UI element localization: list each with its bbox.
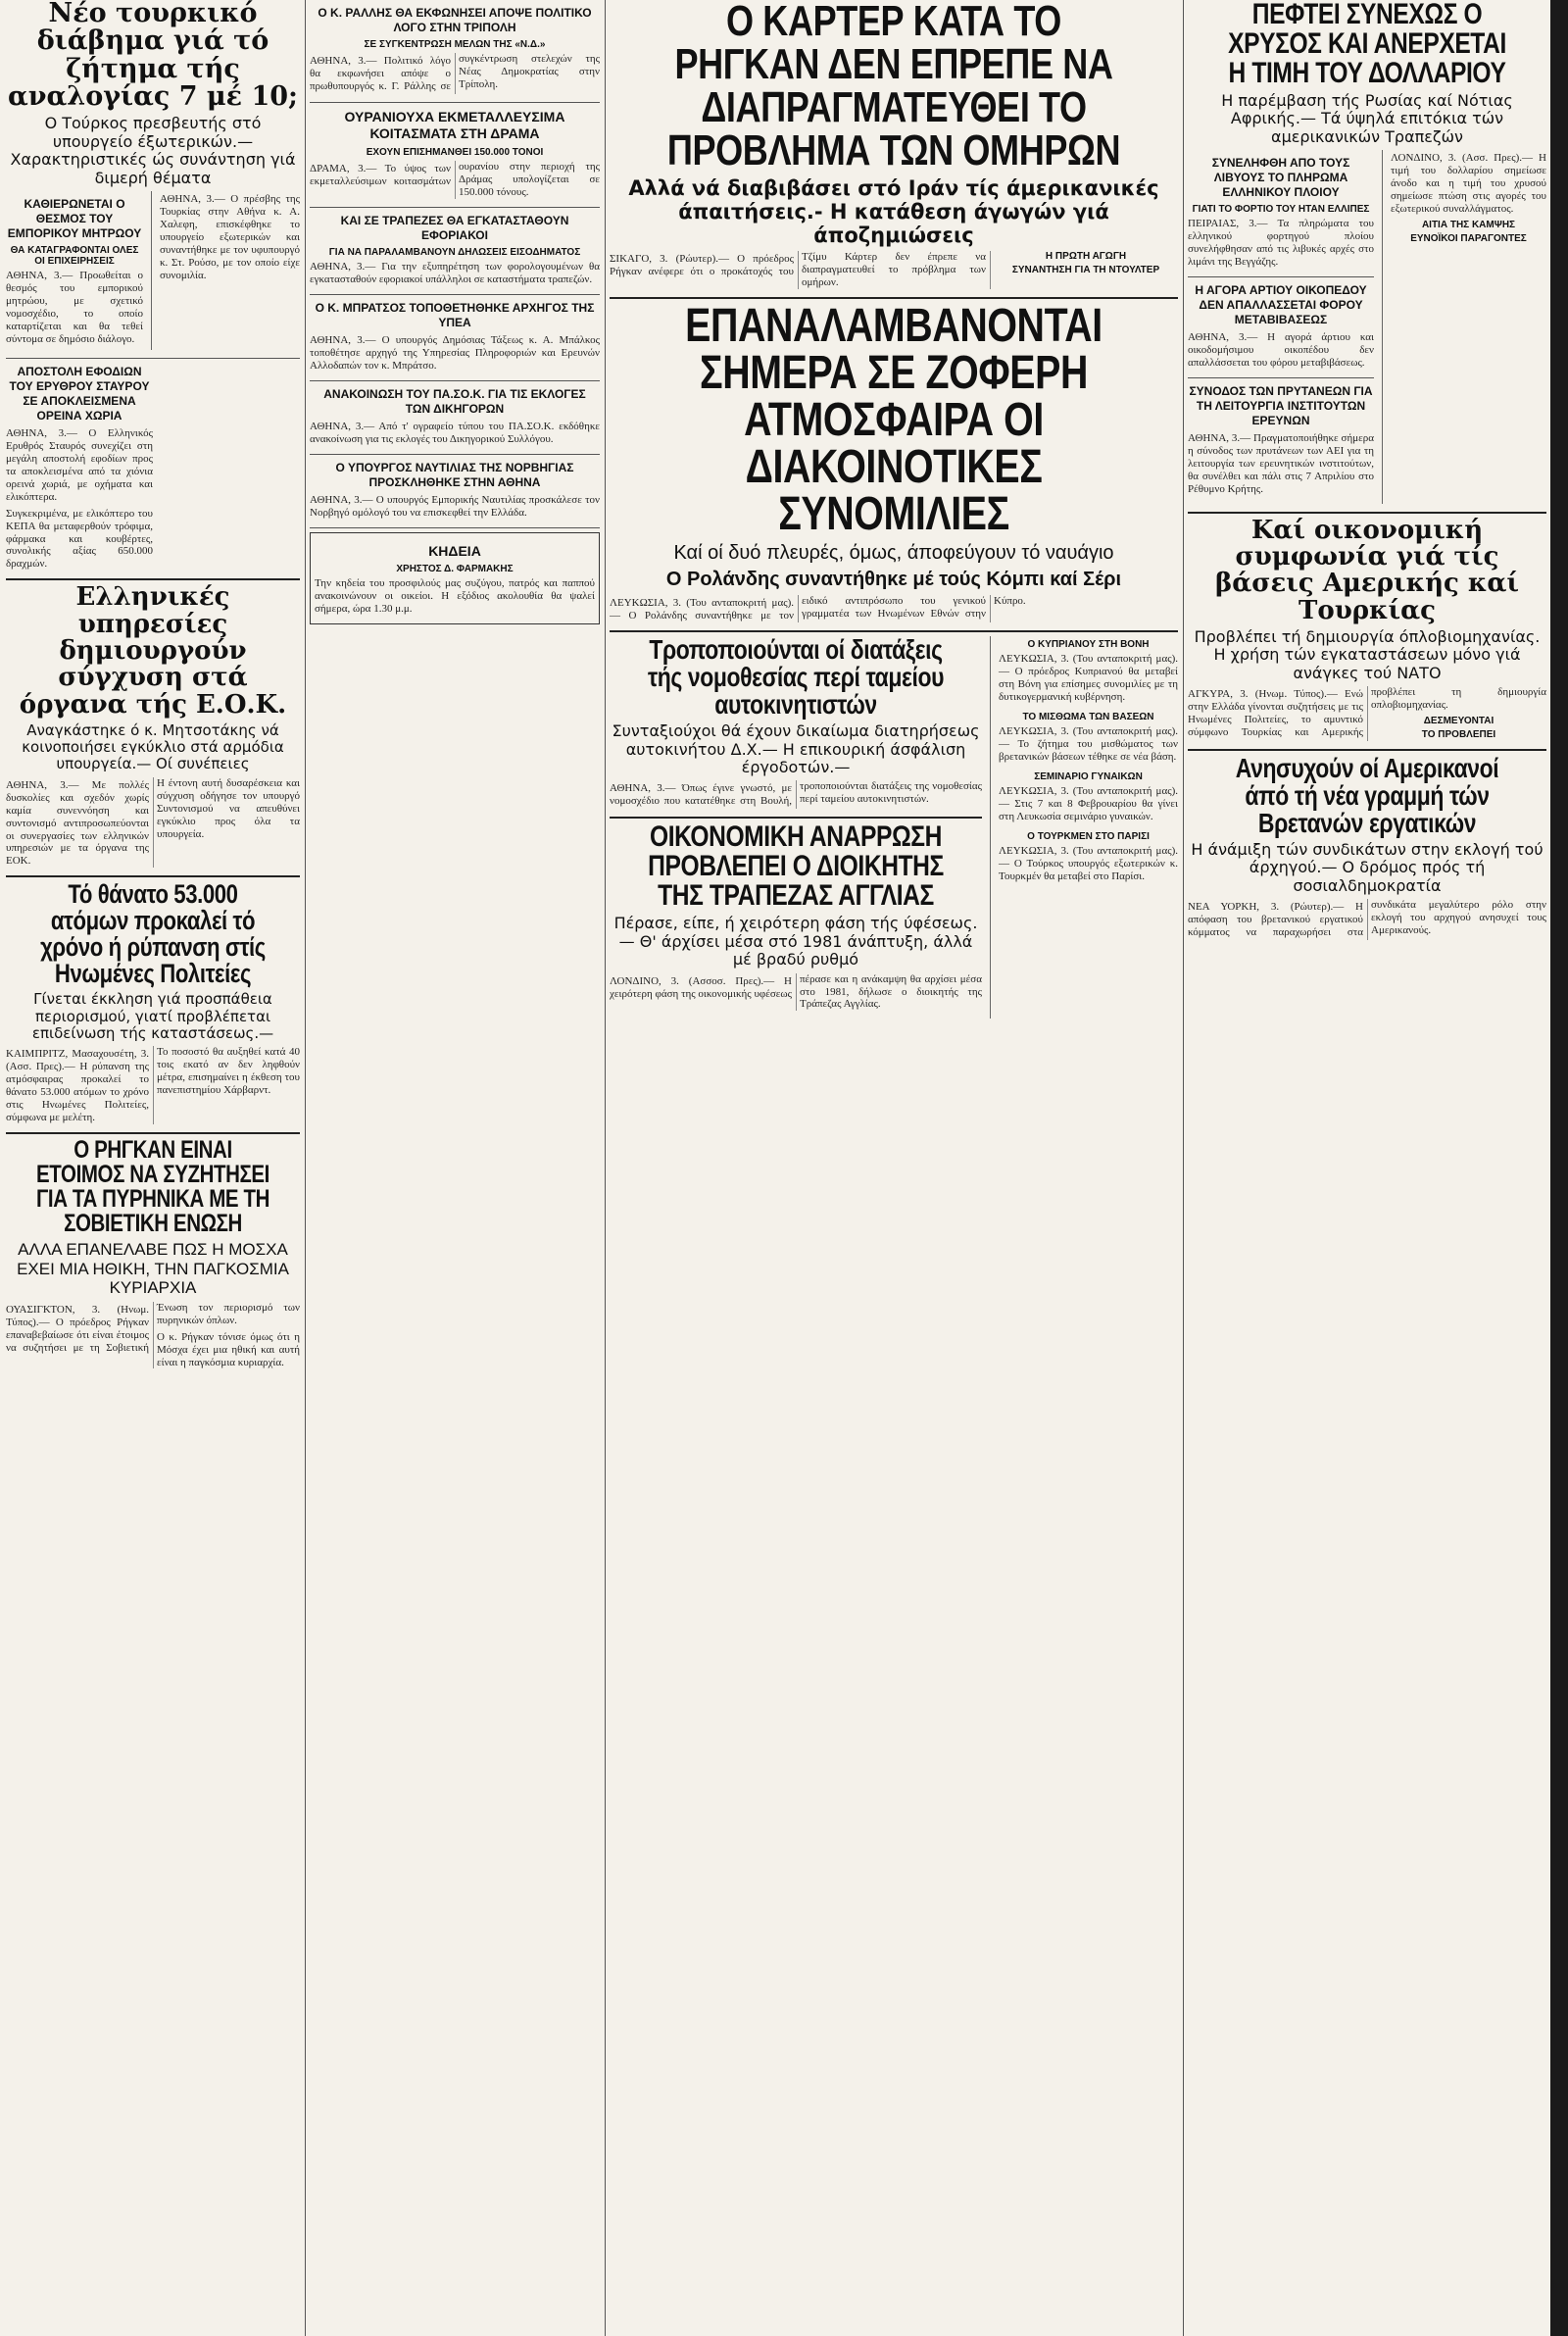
pollution-headline: Τό θάνατο 53.000 ατόμων προκαλεί τό χρόνο ή ρύπανση στίς Ηνωμένες Πολιτείες (40, 879, 266, 989)
turkish-note-story (6, 0, 300, 350)
reagan-nuclear-body: Ο κ. Ρήγκαν τόνισε όμως ότι η Μόσχα έχει μια ηθική και αυτή είναι η παγκόσμια κυριαρχία. (157, 1330, 300, 1368)
registry-body: ΑΘΗΝΑ, 3.— Προωθείται ο θεσμός του εμπορικού μητρώου, με σχετικό νομοσχέδιο, το οποίο καταρτίζεται και θα τεθεί σύντομα σε δημόσιο διάλογο. (6, 269, 143, 345)
britain-economy-story (610, 822, 982, 1011)
column-3 (610, 0, 1178, 2336)
britain-economy-subhead: Πέρασε, είπε, ή χειρότερη φάση τής ύφέσεως.— Θ' άρχίσει μέσα στό 1981 άνάπτυξη, άλλά μέ βραδύ ρυθμό (613, 914, 978, 969)
tax-subhead: Συνταξιούχοι θά έχουν δικαίωμα διατηρήσεως αυτοκινήτου Δ.Χ.— Η επικουρική άσφάλιση έργοδοτών.— (612, 721, 980, 777)
bases-rent-kicker: ΤΟ ΜΙΣΘΩΜΑ ΤΩΝ ΒΑΣΕΩΝ (1022, 712, 1154, 723)
banks-story (310, 214, 600, 286)
britain-economy-headline: ΟΙΚΟΝΟΜΙΚΗ ΑΝΑΡΡΩΣΗ ΠΡΟΒΛΕΠΕΙ Ο ΔΙΟΙΚΗΤΗΣ ΤΗΣ ΤΡΑΠΕΖΑΣ ΑΓΓΛΙΑΣ (648, 820, 944, 913)
cyprus-talks-headline: ΕΠΑΝΑΛΑΜΒΑΝΟΝΤΑΙ ΣΗΜΕΡΑ ΣΕ ΖΟΦΕΡΗ ΑΤΜΟΣΦΑΙΡΑ ΟΙ ΔΙΑΚΟΙΝΟΤΙΚΕΣ ΣΥΝΟΜΙΛΙΕΣ (685, 300, 1102, 541)
pollution-body: Το ποσοστό θα αυξηθεί κατά 40 τοις εκατό αν δεν ληφθούν μέτρα, επισημαίνει η έκθεση του πανεπιστημίου Χάρβαρντ. (157, 1046, 300, 1097)
bases-rent-dateline: ΛΕΥΚΩΣΙΑ, 3. (Του ανταποκριτή μας).— Το ζήτημα του μισθώματος των βρετανικών βάσεων τέθηκε σε νέα βάση. (999, 725, 1178, 764)
banks-sub: ΓΙΑ ΝΑ ΠΑΡΑΛΑΜΒΑΝΟΥΝ ΔΗΛΩΣΕΙΣ ΕΙΣΟΔΗΜΑΤΟΣ (328, 246, 581, 258)
rallis-story (310, 6, 600, 94)
turkmen-paris-kicker: Ο ΤΟΥΡΚΜΕΝ ΣΤΟ ΠΑΡΙΣΙ (1027, 830, 1150, 842)
cyprus-talks-story (610, 300, 1178, 622)
pollution-subhead: Γίνεται έκκληση γιά προσπάθεια περιορισμού, γιατί προβλέπεται επιδείνωση τής καταστάσεως.— (31, 990, 274, 1042)
column-divider-2 (605, 0, 606, 2336)
red-cross-body: Συγκεκριμένα, με ελικόπτερο του ΚΕΠΑ θα μεταφερθούν τρόφιμα, φάρμακα και κουβέρτες, συνολικής αξίας 650.000 δραχμών. (6, 507, 153, 571)
land-tax-story (1188, 283, 1374, 370)
pollution-story (6, 881, 300, 1124)
norway-dateline: ΑΘΗΝΑ, 3.— Ο υπουργός Εμπορικής Ναυτιλίας προσκάλεσε τον Νορβηγό ομόλογό του να επισκεφθεί την Ελλάδα. (310, 493, 600, 519)
libya-dateline: ΠΕΙΡΑΙΑΣ, 3.— Τα πληρώματα του ελληνικού φορτηγού πλοίου συνελήφθησαν από τις λιβυκές αρχές στο λιμάνι της Βεγγάζης. (1188, 218, 1374, 269)
turkish-note-headline: Νέο τουρκικό διάβημα γιά τό ζήτημα τής αναλογίας 7 μέ 10; (7, 0, 299, 113)
reagan-nuclear-story (6, 1135, 300, 1368)
bases-turkey-subhead: Προβλέπει τή δημιουργία όπλοβιομηχανίας. Η χρήση τών εγκαταστάσεων μόνο γιά ανάγκες τού ΝΑΤΟ (1194, 626, 1541, 682)
pasok-kicker: ΑΝΑΚΟΙΝΩΣΗ ΤΟΥ ΠΑ.ΣΟ.Κ. ΓΙΑ ΤΙΣ ΕΚΛΟΓΕΣ ΤΩΝ ΔΙΚΗΓΟΡΩΝ (323, 386, 586, 416)
unions-story (1188, 755, 1546, 940)
norway-kicker: Ο ΥΠΟΥΡΓΟΣ ΝΑΥΤΙΛΙΑΣ ΤΗΣ ΝΟΡΒΗΓΙΑΣ ΠΡΟΣΚΛΗΘΗΚΕ ΣΤΗΝ ΑΘΗΝΑ (335, 460, 574, 489)
uranium-story (310, 109, 600, 199)
uranium-dateline: ΔΡΑΜΑ, 3.— Το ύψος των εκμεταλλεύσιμων κοιτασμάτων ουρανίου στην περιοχή της Δράμας υπολογίζεται σε 150.000 τόνους. (310, 160, 600, 198)
registry-sub: ΘΑ ΚΑΤΑΓΡΑΦΟΝΤΑΙ ΟΛΕΣ ΟΙ ΕΠΙΧΕΙΡΗΣΕΙΣ (10, 244, 139, 267)
pasok-story (310, 387, 600, 446)
eec-headline: Ελληνικές υπηρεσίες δημιουργούν σύγχυση στά όργανα τής Ε.Ο.Κ. (19, 582, 287, 720)
turkmen-paris-story (999, 831, 1178, 883)
gold-subhead: Η παρέμβαση τής Ρωσίας καί Νότιας Αφρικής.— Τά ύψηλά επιτόκια τών αμερικανικών Τραπεζών (1221, 91, 1513, 146)
unions-headline: Ανησυχούν οί Αμερικανοί άπό τή νέα γραμμή τών Βρετανών εργατικών (1235, 753, 1499, 839)
libya-sub: ΓΙΑΤΙ ΤΟ ΦΟΡΤΙΟ ΤΟΥ ΗΤΑΝ ΕΛΛΙΠΕΣ (1192, 204, 1370, 216)
women-seminar-story (999, 771, 1178, 823)
tax-dateline: ΑΘΗΝΑ, 3.— Όπως έγινε γνωστό, με νομοσχέδιο που κατατέθηκε στη Βουλή, τροποποιούνται διατάξεις της νομοθεσίας περί ταμείου αυτοκινητιστών. (610, 780, 982, 808)
column-divider-1 (305, 0, 306, 2336)
funeral-body: Την κηδεία του προσφιλούς μας συζύγου, πατρός και παππού ανακοινώνουν οι οικείοι. Η εξόδιος ακολουθία θα ψαλεί σήμερα, ώρα 1.30 μ.μ. (315, 577, 595, 615)
rallis-kicker: Ο Κ. ΡΑΛΛΗΣ ΘΑ ΕΚΦΩΝΗΣΕΙ ΑΠΟΨΕ ΠΟΛΙΤΙΚΟ ΛΟΓΟ ΣΤΗΝ ΤΡΙΠΟΛΗ (318, 6, 592, 34)
eec-story (6, 584, 300, 868)
funeral-name: ΧΡΗΣΤΟΣ Δ. ΦΑΡΜΑΚΗΣ (396, 564, 514, 575)
rallis-dateline: ΑΘΗΝΑ, 3.— Πολιτικό λόγο θα εκφωνήσει απόψε ο πρωθυπουργός κ. Γ. Ράλλης σε συγκέντρωση στελεχών της Νέας Δημοκρατίας στην Τρίπολη. (310, 53, 600, 92)
norway-story (310, 461, 600, 520)
bases-turkey-headline: Καί οικονομική συμφωνία γιά τίς βάσεις Αμερικής καί Τουρκίας (1215, 515, 1519, 625)
bratsos-story (310, 301, 600, 373)
bases-turkey-section-1: ΔΕΣΜΕΥΟΝΤΑΙ (1423, 716, 1494, 727)
gold-headline: ΠΕΦΤΕΙ ΣΥΝΕΧΩΣ Ο ΧΡΥΣΟΣ ΚΑΙ ΑΝΕΡΧΕΤΑΙ Η ΤΙΜΗ ΤΟΥ ΔΟΛΛΑΡΙΟΥ (1228, 0, 1506, 89)
rectors-story (1188, 384, 1374, 496)
column-divider-3 (1183, 0, 1184, 2336)
eec-dateline: ΑΘΗΝΑ, 3.— Με πολλές δυσκολίες και σχεδόν χωρίς καμία συνεννόηση και συντονισμό αντιπροσωπεύονται οι συνεργασίες των ελληνικών υπηρεσιών με τα όργανα της ΕΟΚ. (6, 778, 149, 868)
libya-kicker: ΣΥΝΕΛΗΦΘΗ ΑΠΟ ΤΟΥΣ ΛΙΒΥΟΥΣ ΤΟ ΠΛΗΡΩΜΑ ΕΛΛΗΝΙΚΟΥ ΠΛΟΙΟΥ (1211, 156, 1350, 200)
tax-story (610, 636, 982, 809)
turkish-note-body: ΑΘΗΝΑ, 3.— Ο πρέσβης της Τουρκίας στην Αθήνα κ. Α. Χαλεφη, επισκέφθηκε το υπουργείο εξωτερικών και συναντήθηκε με τον υφυπουργό κ. Στ. Ρούσο, με τον οποίο είχε συνομιλία. (160, 192, 300, 281)
uranium-sub: ΕΧΟΥΝ ΕΠΙΣΗΜΑΝΘΕΙ 150.000 ΤΟΝΟΙ (366, 146, 544, 158)
turkish-note-subhead: Ο Τούρκος πρεσβευτής στό υπουργείο έξωτερικών.— Χαρακτηριστικές ώς συνάντηση γιά διμερή θέματα (10, 114, 296, 187)
reagan-nuclear-dateline: ΟΥΑΣΙΓΚΤΟΝ, 3. (Ηνωμ. Τύπος).— Ο πρόεδρος Ρήγκαν επαναβεβαίωσε ότι είναι έτοιμος να συζητήσει με τη Σοβιετική Ένωση τον περιορισμό των πυρηνικών όπλων. (6, 1301, 300, 1354)
turkmen-paris-dateline: ΛΕΥΚΩΣΙΑ, 3. (Του ανταποκριτή μας).— Ο Τούρκος υπουργός εξωτερικών κ. Τουρκμέν θα μεταβεί στο Παρίσι. (999, 844, 1178, 882)
gold-dateline: ΛΟΝΔΙΝΟ, 3. (Ασσ. Πρες).— Η τιμή του δολλαρίου σημείωσε άνοδο και η τιμή του χρυσού σημείωσε πτώση στις αγορές του εξωτερικού συναλλάγματος. (1391, 152, 1546, 216)
registry-kicker: ΚΑΘΙΕΡΩΝΕΤΑΙ Ο ΘΕΣΜΟΣ ΤΟΥ ΕΜΠΟΡΙΚΟΥ ΜΗΤΡΩΟΥ (7, 196, 142, 240)
cyprus-talks-subhead-2: Ο Ρολάνδης συναντήθηκε μέ τούς Κόμπι καί Σέρι (665, 569, 1122, 591)
banks-dateline: ΑΘΗΝΑ, 3.— Για την εξυπηρέτηση των φορολογουμένων θα εγκατασταθούν εφοριακοί υπάλληλοι σε καταστήματα τραπεζών. (310, 260, 600, 285)
women-seminar-dateline: ΛΕΥΚΩΣΙΑ, 3. (Του ανταποκριτή μας).— Στις 7 και 8 Φεβρουαρίου θα γίνει στη Λευκωσία σεμινάριο γυναικών. (999, 785, 1178, 822)
carter-dateline: ΣΙΚΑΓΟ, 3. (Ρώυτερ).— Ο πρόεδρος Ρήγκαν ανέφερε ότι ο προκάτοχός του Τζίμυ Κάρτερ δεν έπρεπε να διαπραγματευθεί το πρόβλημα των ομήρων. (610, 251, 986, 289)
unions-subhead: Η άνάμιξη τών συνδικάτων στην εκλογή τού άρχηγού.— Ο δρόμος πρός τή σοσιαλδημοκρατία (1191, 840, 1544, 895)
carter-subhead: Αλλά νά διαβιβάσει στό Ιράν τίς άμερικανικές άπαιτήσεις.- Η κατάθεση άγωγών γιά άποζημιώσεις (628, 176, 1159, 248)
red-cross-story (6, 365, 153, 572)
carter-section-dulter: ΣΥΝΑΝΤΗΣΗ ΓΙΑ ΤΗ ΝΤΟΥΛΤΕΡ (1011, 265, 1160, 276)
gold-story (1188, 0, 1546, 504)
column-4 (1188, 0, 1546, 2336)
kyprianou-dateline: ΛΕΥΚΩΣΙΑ, 3. (Του ανταποκριτή μας).— Ο πρόεδρος Κυπριανού θα μεταβεί στη Βόνη για επίσημες συνομιλίες με τη δυτικογερμανική κυβέρνηση. (999, 653, 1178, 704)
cyprus-talks-subhead-1: Καί οί δυό πλευρές, όμως, άποφεύγουν τό ναυάγιο (673, 542, 1114, 565)
eec-subhead: Αναγκάστηκε ό κ. Μητσοτάκης νά κοινοποιήσει εγκύκλιο στά αρμόδια υπουργεία.— Οί συνέπειες (22, 721, 284, 773)
libya-story (1188, 156, 1374, 269)
britain-economy-dateline: ΛΟΝΔΙΝΟ, 3. (Ασσοσ. Πρες).— Η χειρότερη φάση της οικονομικής υφέσεως πέρασε και η ανάκαμψη θα αρχίσει μέσα στο 1981, δήλωσε ο διοικητής της Τράπεζας Αγγλίας. (610, 972, 982, 1011)
red-cross-kicker: ΑΠΟΣΤΟΛΗ ΕΦΟΔΙΩΝ ΤΟΥ ΕΡΥΘΡΟΥ ΣΤΑΥΡΟΥ ΣΕ ΑΠΟΚΛΕΙΣΜΕΝΑ ΟΡΕΙΝΑ ΧΩΡΙΑ (9, 364, 150, 422)
uranium-kicker: ΟΥΡΑΝΙΟΥΧΑ ΕΚΜΕΤΑΛΛΕΥΣΙΜΑ ΚΟΙΤΑΣΜΑΤΑ ΣΤΗ ΔΡΑΜΑ (344, 108, 565, 142)
column-2 (310, 0, 600, 2336)
gold-section-factors: ΕΥΝΟΪΚΟΙ ΠΑΡΑΓΟΝΤΕΣ (1410, 233, 1527, 245)
pasok-dateline: ΑΘΗΝΑ, 3.— Από τ' ογραφείο τύπου του ΠΑ.ΣΟ.Κ. εκδόθηκε ανακοίνωση για τις εκλογές του Δικηγορικού Συλλόγου. (310, 420, 600, 445)
land-tax-dateline: ΑΘΗΝΑ, 3.— Η αγορά άρτιου και οικοδομήσιμου οικοπέδου δεν απαλλάσσεται του φόρου μεταβιβάσεως. (1188, 331, 1374, 369)
bases-rent-story (999, 712, 1178, 764)
banks-kicker: ΚΑΙ ΣΕ ΤΡΑΠΕΖΕΣ ΘΑ ΕΓΚΑΤΑΣΤΑΘΟΥΝ ΕΦΟΡΙΑΚΟΙ (340, 213, 569, 242)
tax-headline: Τροποποιούνται οί διατάξεις τής νομοθεσίας περί ταμείου αυτοκινητιστών (647, 634, 945, 721)
reagan-nuclear-headline: Ο ΡΗΓΚΑΝ ΕΙΝΑΙ ΕΤΟΙΜΟΣ ΝΑ ΣΥΖΗΤΗΣΕΙ ΓΙΑ ΤΑ ΠΥΡΗΝΙΚΑ ΜΕ ΤΗ ΣΟΒΙΕΤΙΚΗ ΕΝΩΣΗ (36, 1135, 270, 1237)
reagan-nuclear-subhead: ΑΛΛΑ ΕΠΑΝΕΛΑΒΕ ΠΩΣ Η ΜΟΣΧΑ ΕΧΕΙ ΜΙΑ ΗΘΙΚΗ, ΤΗΝ ΠΑΓΚΟΣΜΙΑ ΚΥΡΙΑΡΧΙΑ (17, 1239, 289, 1298)
funeral-kicker: ΚΗΔΕΙΑ (428, 542, 481, 559)
gold-section-causes: ΑΙΤΙΑ ΤΗΣ ΚΑΜΨΗΣ (1421, 220, 1516, 231)
unions-dateline: ΝΕΑ ΥΟΡΚΗ, 3. (Ρώυτερ).— Η απόφαση του βρετανικού εργατικού κόμματος να παραχωρήσει στα συνδικάτα μεγαλύτερο ρόλο στην εκλογή του αρχηγού ανησυχεί τους Αμερικανούς. (1188, 899, 1546, 939)
carter-section-first-suit: Η ΠΡΩΤΗ ΑΓΩΓΗ (1045, 251, 1127, 263)
red-cross-dateline: ΑΘΗΝΑ, 3.— Ο Ελληνικός Ερυθρός Σταυρός συνεχίζει στη μεγάλη αποστολή εφοδίων προς τα αποκλεισμένα από τα χιόνια ορεινά χωριά, με οχήματα και ελικόπτερα. (6, 426, 153, 503)
pollution-dateline: ΚΑΙΜΠΡΙΤΖ, Μασαχουσέτη, 3. (Ασσ. Πρες).— Η ρύπανση της ατμόσφαιρας προκαλεί το θάνατο 53.000 ατόμων το χρόνο στις Ηνωμένες Πολιτείες, σύμφωνα με μελέτη. (6, 1048, 149, 1124)
kyprianou-story (999, 639, 1178, 704)
bases-turkey-story (1188, 515, 1546, 741)
rectors-dateline: ΑΘΗΝΑ, 3.— Πραγματοποιήθηκε σήμερα η σύνοδος των πρυτάνεων των ΑΕΙ για τη λειτουργία των ερευνητικών ινστιτούτων, θα συνέλθει και πάλι στις 7 Απριλίου στο Ρέθυμνο Κρήτης. (1188, 431, 1374, 495)
bratsos-kicker: Ο Κ. ΜΠΡΑΤΣΟΣ ΤΟΠΟΘΕΤΗΘΗΚΕ ΑΡΧΗΓΟΣ ΤΗΣ ΥΠΕΑ (315, 300, 595, 329)
rectors-kicker: ΣΥΝΟΔΟΣ ΤΩΝ ΠΡΥΤΑΝΕΩΝ ΓΙΑ ΤΗ ΛΕΙΤΟΥΡΓΙΑ ΙΝΣΤΙΤΟΥΤΩΝ ΕΡΕΥΝΩΝ (1189, 383, 1373, 427)
registry-box (6, 191, 143, 350)
carter-headline: Ο ΚΑΡΤΕΡ ΚΑΤΑ ΤΟ ΡΗΓΚΑΝ ΔΕΝ ΕΠΡΕΠΕ ΝΑ ΔΙΑΠΡΑΓΜΑΤΕΥΘΕΙ ΤΟ ΠΡΟΒΛΗΜΑ ΤΩΝ ΟΜΗΡΩΝ (666, 0, 1121, 174)
bases-turkey-dateline: ΑΓΚΥΡΑ, 3. (Ηνωμ. Τύπος).— Ενώ στην Ελλάδα γίνονται συζητήσεις με τις Ηνωμένες Πολιτείες, το αμυντικό σύμφωνο Τουρκίας και Αμερικής προβλέπει τη δημιουργία οπλοβιομηχανίας. (1188, 686, 1546, 739)
cyprus-talks-dateline: ΛΕΥΚΩΣΙΑ, 3. (Του ανταποκριτή μας).— Ο Ρολάνδης συναντήθηκε με τον ειδικό αντιπρόσωπο του γενικού γραμματέα των Ηνωμένων Εθνών στην Κύπρο. (610, 595, 1026, 622)
carter-story (610, 0, 1178, 289)
page-edge-shadow (1550, 0, 1568, 2336)
land-tax-kicker: Η ΑΓΟΡΑ ΑΡΤΙΟΥ ΟΙΚΟΠΕΔΟΥ ΔΕΝ ΑΠΑΛΛΑΣΣΕΤΑΙ ΦΟΡΟΥ ΜΕΤΑΒΙΒΑΣΕΩΣ (1195, 283, 1367, 327)
rallis-sub: ΣΕ ΣΥΓΚΕΝΤΡΩΣΗ ΜΕΛΩΝ ΤΗΣ «Ν.Δ.» (364, 39, 546, 50)
women-seminar-kicker: ΣΕΜΙΝΑΡΙΟ ΓΥΝΑΙΚΩΝ (1034, 771, 1143, 783)
column-1 (6, 0, 300, 2336)
kyprianou-kicker: Ο ΚΥΠΡΙΑΝΟΥ ΣΤΗ ΒΟΝΗ (1027, 639, 1150, 651)
bratsos-dateline: ΑΘΗΝΑ, 3.— Ο υπουργός Δημόσιας Τάξεως κ. Α. Μπάλκος τοποθέτησε αρχηγό της Υπηρεσίας Πληροφοριών και Ερευνών Αλλοδαπών τον κ. Μπράτσο. (310, 333, 600, 372)
eec-body: Η έντονη αυτή δυσαρέσκεια και σύγχυση οδήγησε τον υπουργό Συντονισμού να απευθύνει εγκύκλιο προς όλα τα υπουργεία. (157, 776, 300, 840)
funeral-notice (310, 532, 600, 624)
bases-turkey-section-2: ΤΟ ΠΡΟΒΛΕΠΕΙ (1421, 729, 1496, 741)
